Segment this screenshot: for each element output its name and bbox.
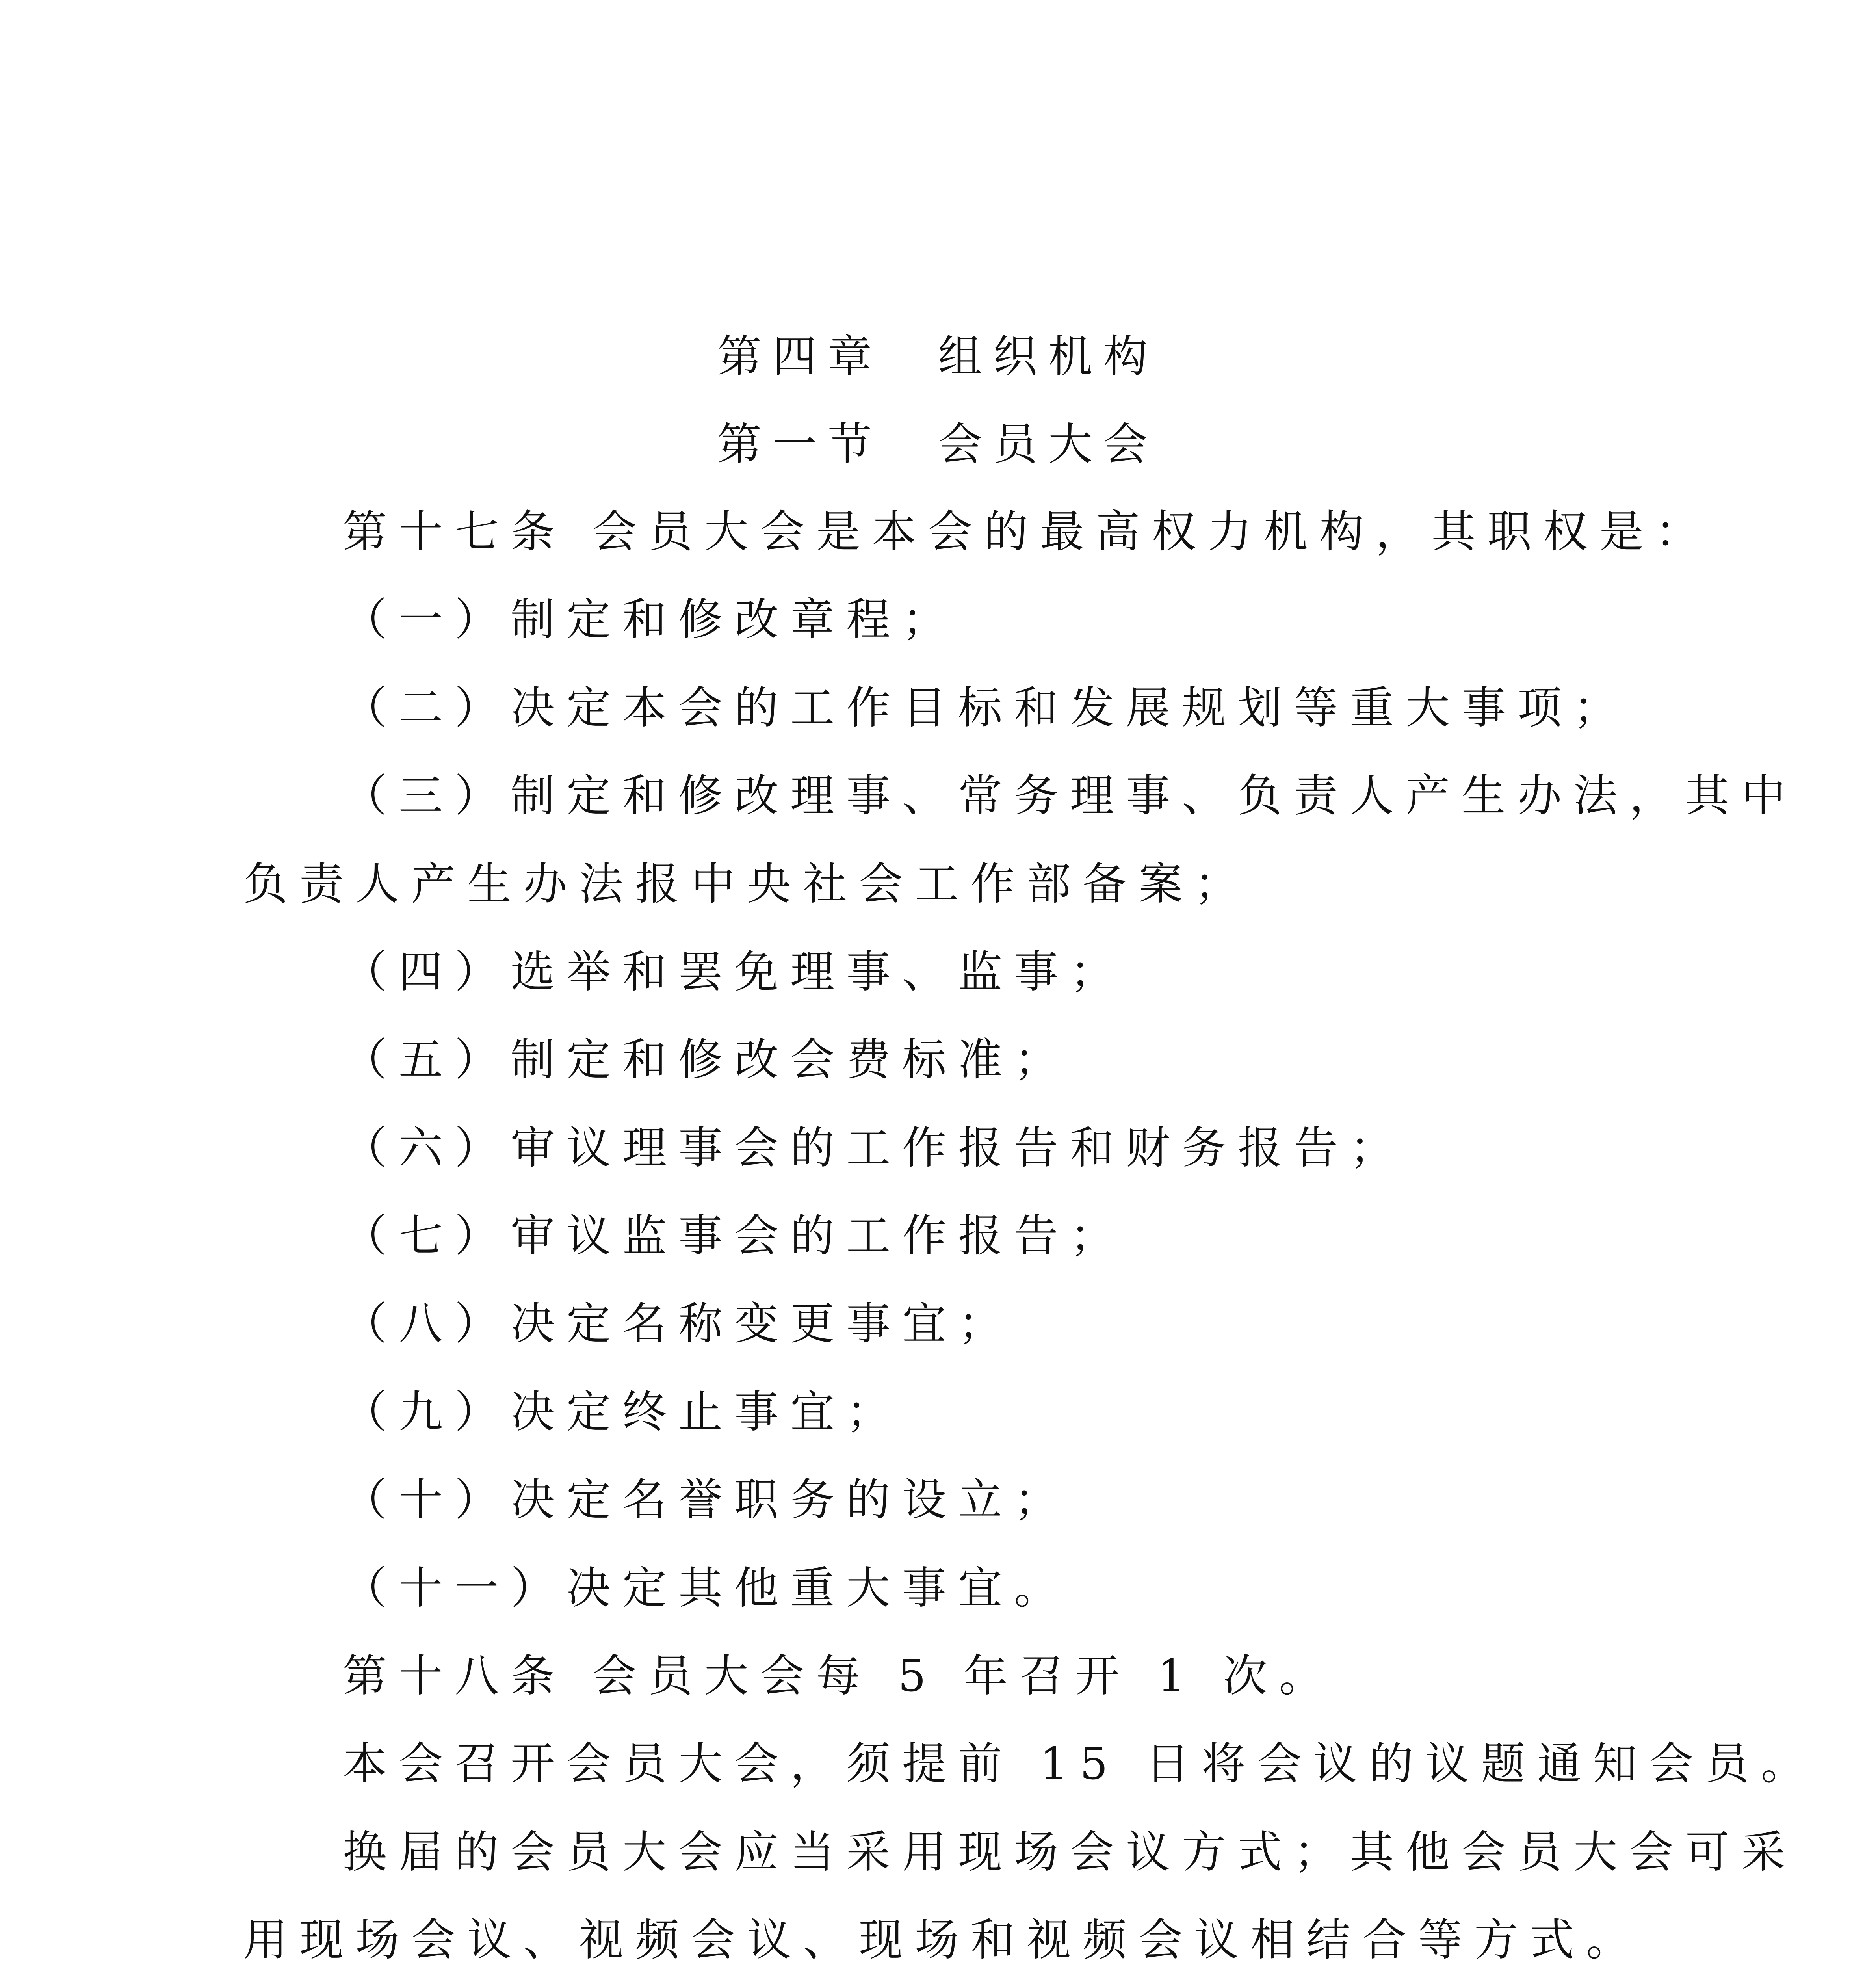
list-item-8: （八）决定名称变更事宜；	[343, 1298, 1014, 1349]
list-item-5: （五）制定和修改会费标准；	[343, 1034, 1070, 1085]
list-item-1: （一）制定和修改章程；	[343, 594, 958, 645]
article-18-notice: 本会召开会员大会，须提前 15 日将会议的议题通知会员。	[343, 1738, 1817, 1790]
list-item-3-continued: 负责人产生办法报中央社会工作部备案；	[243, 859, 1250, 910]
list-item-10: （十）决定名誉职务的设立；	[343, 1474, 1070, 1526]
list-item-9: （九）决定终止事宜；	[343, 1386, 902, 1438]
section-title: 第一节 会员大会	[717, 419, 1159, 470]
list-item-3: （三）制定和修改理事、常务理事、负责人产生办法，其中	[343, 770, 1797, 821]
chapter-title: 第四章 组织机构	[717, 331, 1159, 382]
article-18-line: 第十八条 会员大会每 5 年召开 1 次。	[343, 1650, 1335, 1702]
list-item-4: （四）选举和罢免理事、监事；	[343, 946, 1126, 998]
article-18-method-continued: 用现场会议、视频会议、现场和视频会议相结合等方式。	[243, 1914, 1642, 1966]
list-item-2: （二）决定本会的工作目标和发展规划等重大事项；	[343, 682, 1629, 734]
list-item-6: （六）审议理事会的工作报告和财务报告；	[343, 1123, 1406, 1174]
article-18-method: 换届的会员大会应当采用现场会议方式；其他会员大会可采	[343, 1827, 1797, 1878]
list-item-7: （七）审议监事会的工作报告；	[343, 1210, 1126, 1262]
article-17-line: 第十七条 会员大会是本会的最高权力机构，其职权是：	[343, 506, 1711, 558]
list-item-11: （十一）决定其他重大事宜。	[343, 1563, 1070, 1614]
